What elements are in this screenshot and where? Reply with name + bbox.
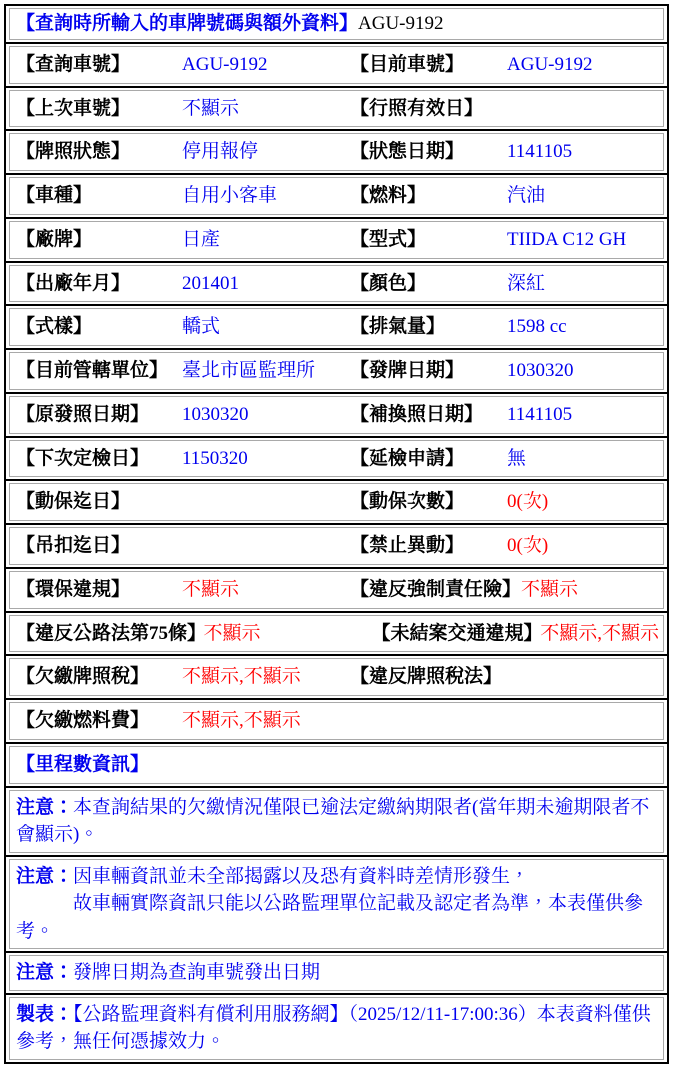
field-value: AGU-9192 bbox=[507, 53, 593, 75]
field-value: AGU-9192 bbox=[182, 53, 268, 75]
field-value: 1030320 bbox=[182, 403, 249, 425]
field-row bbox=[5, 524, 668, 568]
field-label: 【查詢車號】 bbox=[16, 53, 131, 75]
field-label: 【吊扣迄日】 bbox=[16, 535, 131, 556]
note-text: 【公路監理資料有償利用服務網】（2025/12/11-17:00:36）本表資料僅供參考，無任何憑據效力。 bbox=[16, 1003, 651, 1053]
field-label: 【動保次數】 bbox=[350, 491, 465, 513]
note-row bbox=[5, 787, 668, 856]
note-label: 注意： bbox=[16, 865, 74, 887]
field-value: 轎式 bbox=[182, 316, 221, 338]
field-label: 【違反強制責任險】 bbox=[350, 578, 522, 600]
field-label: 【式樣】 bbox=[16, 316, 93, 338]
field-value: 1598 cc bbox=[507, 316, 567, 338]
field-row bbox=[5, 393, 668, 437]
field-row-cell bbox=[9, 440, 664, 478]
field-value: 不顯示,不顯示 bbox=[182, 710, 301, 731]
field-row-cell bbox=[9, 396, 664, 434]
queried-plate-number: AGU-9192 bbox=[358, 13, 444, 34]
field-label: 【型式】 bbox=[350, 228, 427, 250]
field-label: 【排氣量】 bbox=[350, 316, 446, 338]
title-row bbox=[5, 5, 668, 43]
field-label: 【下次定檢日】 bbox=[16, 447, 150, 469]
field-row-cell bbox=[9, 46, 664, 84]
field-value: 1141105 bbox=[507, 141, 573, 163]
field-label: 【狀態日期】 bbox=[350, 141, 465, 163]
field-value: 不顯示 bbox=[521, 578, 579, 600]
field-value: 1141105 bbox=[507, 403, 573, 425]
field-value: 無 bbox=[507, 447, 527, 469]
field-value: 201401 bbox=[182, 272, 239, 294]
note-cell bbox=[9, 997, 664, 1060]
field-row-cell bbox=[9, 133, 664, 171]
field-row-cell bbox=[9, 483, 664, 521]
field-value: 不顯示 bbox=[203, 622, 261, 644]
vehicle-query-report bbox=[4, 4, 669, 1064]
field-label: 【目前管轄單位】 bbox=[16, 360, 169, 381]
field-row bbox=[5, 655, 668, 699]
field-value: 深紅 bbox=[507, 272, 546, 294]
field-value: 不顯示,不顯示 bbox=[182, 666, 301, 688]
field-row bbox=[5, 699, 668, 743]
field-value: 1150320 bbox=[182, 447, 248, 469]
note-text: 發牌日期為查詢車號發出日期 bbox=[73, 962, 321, 984]
maker-row bbox=[5, 994, 668, 1063]
field-label: 【燃料】 bbox=[350, 185, 427, 206]
field-row bbox=[5, 305, 668, 349]
field-value: 不顯示 bbox=[182, 578, 240, 600]
field-row bbox=[5, 568, 668, 612]
note-label: 注意： bbox=[16, 796, 74, 818]
field-row bbox=[5, 87, 668, 131]
field-row-cell bbox=[9, 308, 664, 346]
field-label: 【原發照日期】 bbox=[16, 403, 150, 425]
field-value: 自用小客車 bbox=[182, 185, 278, 206]
note-label: 製表： bbox=[16, 1003, 74, 1025]
field-row-cell bbox=[9, 658, 664, 696]
field-value: 1030320 bbox=[507, 360, 574, 381]
field-row bbox=[5, 262, 668, 306]
field-label: 【動保迄日】 bbox=[16, 491, 131, 513]
field-label: 【欠繳牌照稅】 bbox=[16, 666, 150, 688]
field-label: 【牌照狀態】 bbox=[16, 141, 131, 163]
field-row-cell bbox=[9, 702, 664, 740]
field-value: 日產 bbox=[182, 228, 221, 250]
field-row bbox=[5, 349, 668, 393]
field-value: TIIDA C12 GH bbox=[507, 228, 627, 250]
field-label: 【上次車號】 bbox=[16, 97, 131, 119]
note-cell bbox=[9, 955, 664, 991]
field-value: 0(次) bbox=[507, 491, 549, 513]
mileage-section-label: 【里程數資訊】 bbox=[16, 753, 150, 775]
field-label: 【行照有效日】 bbox=[350, 97, 484, 119]
field-row bbox=[5, 130, 668, 174]
field-value: 不顯示,不顯示 bbox=[540, 622, 659, 644]
field-row-cell bbox=[9, 571, 664, 609]
field-label: 【出廠年月】 bbox=[16, 272, 131, 294]
field-label: 【未結案交通違規】 bbox=[371, 622, 543, 644]
field-label: 【目前車號】 bbox=[350, 53, 465, 75]
field-row bbox=[5, 437, 668, 481]
note-text: 本查詢結果的欠繳情況僅限已逾法定繳納期限者(當年期未逾期限者不會顯示)。 bbox=[16, 796, 650, 846]
field-value: 0(次) bbox=[507, 535, 549, 556]
field-value: 不顯示 bbox=[182, 97, 240, 119]
field-row-cell bbox=[9, 177, 664, 215]
field-label: 【補換照日期】 bbox=[350, 403, 484, 425]
title-cell bbox=[9, 8, 664, 40]
note-text: 因車輛資訊並未全部揭露以及恐有資料時差情形發生， bbox=[73, 865, 530, 887]
field-row-cell bbox=[9, 265, 664, 303]
field-label: 【環保違規】 bbox=[16, 578, 131, 600]
note-row bbox=[5, 856, 668, 953]
field-label: 【欠繳燃料費】 bbox=[16, 710, 150, 731]
field-row-cell bbox=[9, 527, 664, 565]
field-row bbox=[5, 43, 668, 87]
field-label: 【車種】 bbox=[16, 185, 93, 206]
field-row bbox=[5, 218, 668, 262]
field-row bbox=[5, 480, 668, 524]
field-label: 【違反公路法第75條】 bbox=[16, 622, 207, 644]
section-cell bbox=[9, 746, 664, 784]
field-row-cell bbox=[9, 90, 664, 128]
field-row-cell bbox=[9, 615, 664, 653]
field-label: 【禁止異動】 bbox=[350, 535, 465, 556]
field-label: 【違反牌照稅法】 bbox=[350, 666, 503, 688]
note-label: 注意： bbox=[16, 962, 74, 984]
note-cell bbox=[9, 859, 664, 950]
field-row bbox=[5, 612, 668, 656]
field-row-cell bbox=[9, 221, 664, 259]
field-value: 汽油 bbox=[507, 185, 546, 206]
field-value: 臺北市區監理所 bbox=[182, 360, 316, 381]
note-row bbox=[5, 952, 668, 994]
field-row bbox=[5, 174, 668, 218]
field-row-cell bbox=[9, 352, 664, 390]
field-label: 【延檢申請】 bbox=[350, 447, 465, 469]
title-bracket-label: 【查詢時所輸入的車牌號碼與額外資料】 bbox=[16, 13, 359, 34]
field-label: 【發牌日期】 bbox=[350, 360, 465, 381]
note-cell bbox=[9, 790, 664, 853]
field-label: 【廠牌】 bbox=[16, 228, 93, 250]
field-label: 【顏色】 bbox=[350, 272, 427, 294]
field-value: 停用報停 bbox=[182, 141, 259, 163]
note-text: 故車輛實際資訊只能以公路監理單位記載及認定者為準，本表僅供參考。 bbox=[16, 893, 644, 942]
section-row-mileage bbox=[5, 743, 668, 787]
